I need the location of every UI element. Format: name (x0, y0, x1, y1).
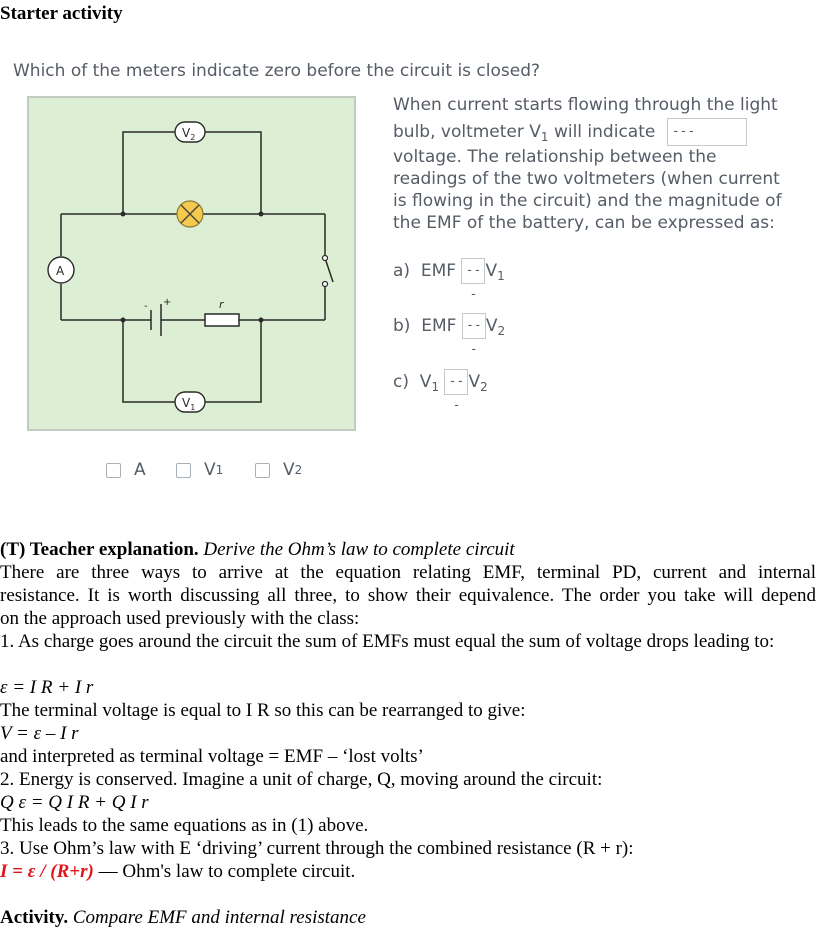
checkbox-v1[interactable] (176, 463, 191, 478)
circuit-svg (29, 98, 358, 433)
teacher-p1-l1: There are three ways to arrive at the equation relating EMF, terminal PD, current and internal (0, 562, 816, 583)
circuit-diagram (27, 96, 356, 431)
option-a-input[interactable]: --- (461, 258, 485, 284)
teacher-p4: and interpreted as terminal voltage = EMF – ‘lost volts’ (0, 746, 424, 767)
starter-title: Starter activity (0, 3, 123, 24)
equation-3: Q ε = Q I R + Q I r (0, 792, 149, 813)
teacher-p6: This leads to the same equations as in (1) above. (0, 815, 369, 836)
teacher-p5: 2. Energy is conserved. Imagine a unit of charge, Q, moving around the circuit: (0, 769, 603, 790)
ohms-law-equation: I = ε / (R+r) (0, 861, 94, 882)
teacher-p3: The terminal voltage is equal to I R so this can be rearranged to give: (0, 700, 526, 721)
svg-text:A: A (56, 264, 65, 278)
teacher-heading: (T) Teacher explanation. Derive the Ohm’s law to complete circuit (0, 539, 515, 560)
voltage-input[interactable]: --- (667, 118, 747, 146)
voltmeter-v2 (175, 122, 205, 142)
battery-plus: + (163, 297, 172, 308)
option-b-input[interactable]: --- (462, 313, 486, 339)
teacher-p2: 1. As charge goes around the circuit the sum of EMFs must equal the sum of voltage drops leading to: (0, 631, 775, 652)
ammeter (48, 257, 74, 283)
checkbox-v2[interactable] (255, 463, 270, 478)
right-line2: bulb, voltmeter $V_1$ will indicate --- (393, 118, 813, 148)
checkbox-option-a[interactable]: A (106, 460, 146, 480)
svg-text:V2: $V_2$ (182, 126, 196, 142)
teacher-p1-l2: resistance. It is worth discussing all three, to show their equivalence. The order you take will depend (0, 585, 816, 606)
lamp-icon (177, 201, 203, 227)
question-text: Which of the meters indicate zero before the circuit is closed? (13, 61, 541, 81)
equation-2: V = ε – I r (0, 723, 79, 744)
svg-text:V1: $V_1$ (182, 396, 196, 412)
voltmeter-v1 (175, 392, 205, 412)
teacher-p1-l3: on the approach used previously with the class: (0, 608, 360, 629)
right-paragraph: voltage. The relationship between the readings of the two voltmeters (when current is flowing in the circuit) and the magnitude of the EMF of the battery, can be expressed as: (393, 147, 782, 233)
checkbox-a[interactable] (106, 463, 121, 478)
battery-icon (144, 297, 171, 336)
activity-heading: Activity. Compare EMF and internal resistance (0, 907, 366, 928)
equation-1: ε = I R + I r (0, 677, 94, 698)
checkbox-option-v2[interactable]: V 2 (255, 460, 302, 480)
battery-minus: - (144, 301, 148, 312)
option-b: b) EMF $---V_2$ (393, 313, 505, 339)
ohms-law-line: I = ε / (R+r) — Ohm's law to complete circuit. (0, 861, 356, 882)
resistor-label: r (219, 298, 224, 311)
checkbox-option-v1[interactable]: V 1 (176, 460, 223, 480)
option-c: c) $V_1$ $---V_2$ (393, 369, 488, 395)
right-line1: When current starts flowing through the light (393, 95, 778, 115)
option-c-input[interactable]: --- (444, 369, 468, 395)
teacher-p7: 3. Use Ohm’s law with E ‘driving’ current through the combined resistance (R + r): (0, 838, 634, 859)
resistor-icon (205, 298, 239, 326)
option-a: a) EMF $---V_1$ (393, 258, 505, 284)
